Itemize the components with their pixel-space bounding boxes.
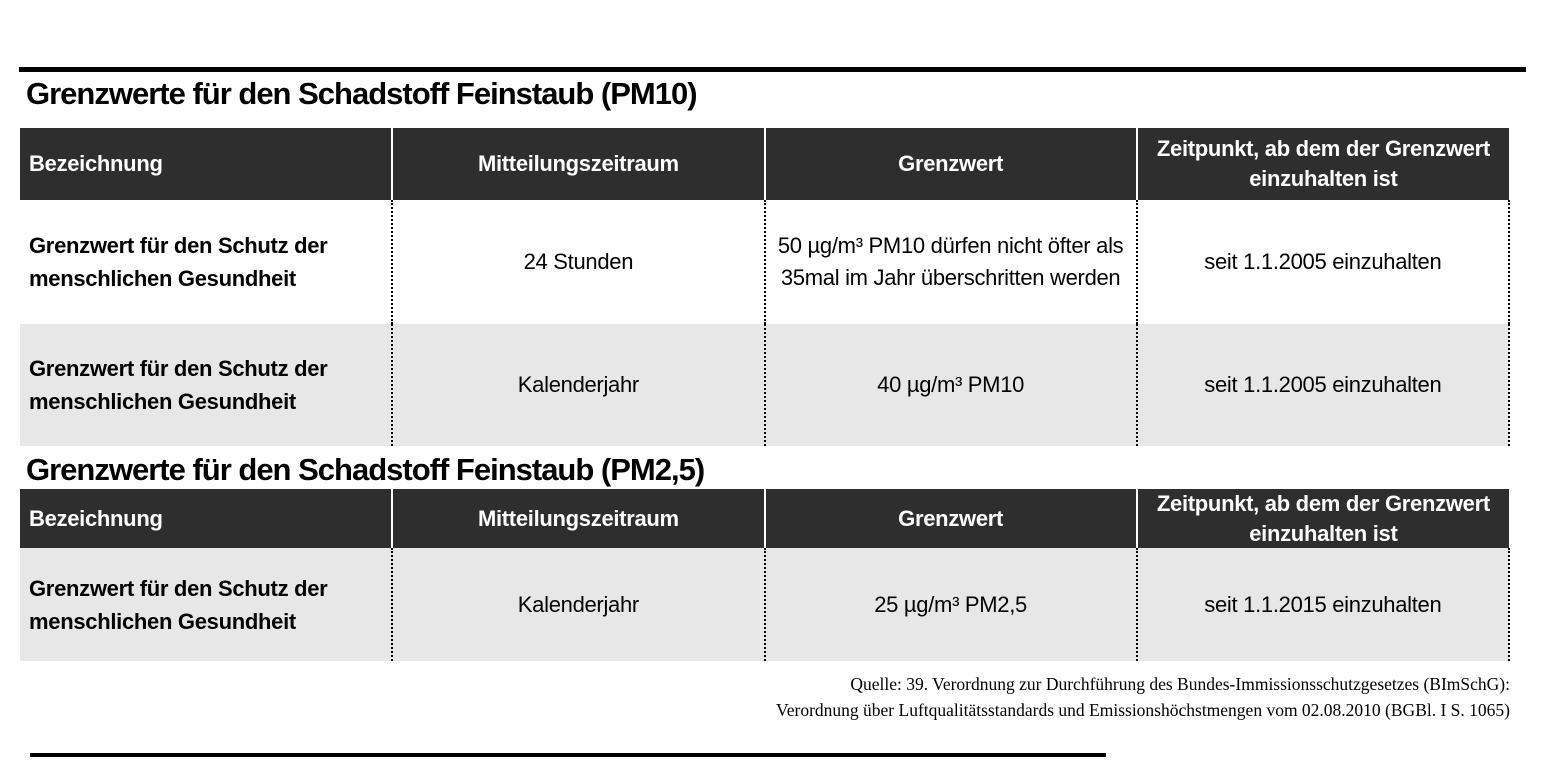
pm25-table — [20, 489, 1510, 661]
section-title-pm10: Grenzwerte für den Schadstoff Feinstaub (PM10) — [26, 76, 697, 111]
cell-zeitpunkt: seit 1.1.2005 einzuhalten — [1137, 200, 1509, 324]
top-rule — [19, 67, 1526, 72]
cell-mitteilungszeitraum: Kalenderjahr — [392, 548, 764, 661]
source-line-1: Quelle: 39. Verordnung zur Durchführung des Bundes-Immissionsschutzgesetzes (BImSchG): — [850, 674, 1510, 694]
section-title-pm25: Grenzwerte für den Schadstoff Feinstaub (PM2,5) — [26, 452, 705, 487]
table-row — [20, 324, 1509, 446]
cell-mitteilungszeitraum: 24 Stunden — [392, 200, 764, 324]
header-cell-bezeichnung: Bezeichnung — [20, 489, 392, 548]
cell-zeitpunkt: seit 1.1.2015 einzuhalten — [1137, 548, 1509, 661]
pm25-header-row — [20, 489, 1509, 548]
cell-grenzwert: 50 µg/m³ PM10 dürfen nicht öfter als 35mal im Jahr überschritten werden — [765, 200, 1137, 324]
header-cell-mitteilungszeitraum: Mitteilungszeitraum — [392, 128, 764, 200]
cell-zeitpunkt: seit 1.1.2005 einzuhalten — [1137, 324, 1509, 446]
source-note — [776, 671, 1510, 724]
header-cell-grenzwert: Grenzwert — [765, 128, 1137, 200]
header-cell-bezeichnung: Bezeichnung — [20, 128, 392, 200]
cell-bezeichnung: Grenzwert für den Schutz der menschlichen Gesundheit — [20, 200, 392, 324]
cell-mitteilungszeitraum: Kalenderjahr — [392, 324, 764, 446]
table-row — [20, 548, 1509, 661]
cell-bezeichnung: Grenzwert für den Schutz der menschlichen Gesundheit — [20, 548, 392, 661]
cell-grenzwert: 40 µg/m³ PM10 — [765, 324, 1137, 446]
header-cell-grenzwert: Grenzwert — [765, 489, 1137, 548]
pm10-header-row — [20, 128, 1509, 200]
header-cell-mitteilungszeitraum: Mitteilungszeitraum — [392, 489, 764, 548]
table-row — [20, 200, 1509, 324]
bottom-rule — [30, 753, 1106, 757]
header-cell-zeitpunkt: Zeitpunkt, ab dem der Grenzwert einzuhalten ist — [1137, 489, 1509, 548]
pm10-table — [20, 128, 1510, 446]
cell-grenzwert: 25 µg/m³ PM2,5 — [765, 548, 1137, 661]
header-cell-zeitpunkt: Zeitpunkt, ab dem der Grenzwert einzuhalten ist — [1137, 128, 1509, 200]
source-line-2: Verordnung über Luftqualitätsstandards und Emissionshöchstmengen vom 02.08.2010 (BGBl. I S. 1065) — [776, 700, 1510, 721]
cell-bezeichnung: Grenzwert für den Schutz der menschlichen Gesundheit — [20, 324, 392, 446]
